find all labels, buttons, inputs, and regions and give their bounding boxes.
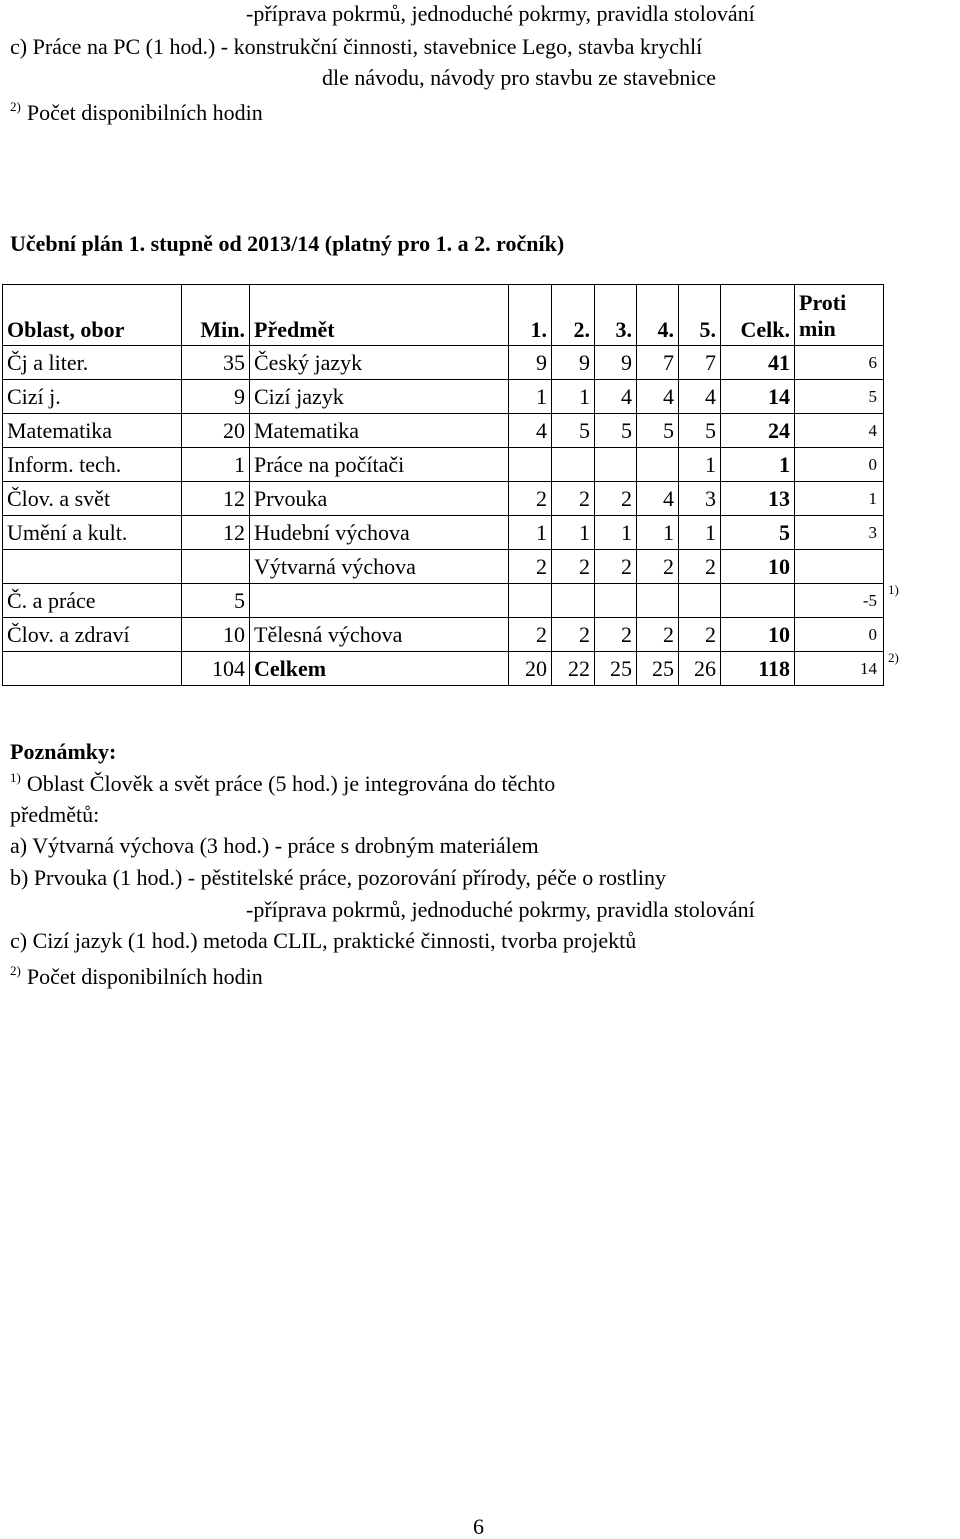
cell-g4: 25 <box>637 652 679 686</box>
cell-g5: 7 <box>679 346 721 380</box>
cell-g4: 1 <box>637 516 679 550</box>
header-proti-min <box>795 285 884 346</box>
cell-oblast: Umění a kult. <box>3 516 182 550</box>
cell-g3: 25 <box>595 652 637 686</box>
cell-oblast <box>3 550 182 584</box>
cell-min: 5 <box>182 584 250 618</box>
note-a: a) Výtvarná výchova (3 hod.) - práce s drobným materiálem <box>10 833 539 858</box>
cell-min <box>182 550 250 584</box>
cell-predmet: Český jazyk <box>250 346 509 380</box>
cell-g3: 4 <box>595 380 637 414</box>
cell-g4: 4 <box>637 380 679 414</box>
cell-celk: 1 <box>721 448 795 482</box>
footnote-marker: 1) <box>10 770 21 785</box>
cell-g1: 1 <box>509 380 552 414</box>
cell-predmet: Matematika <box>250 414 509 448</box>
table-row <box>3 618 884 652</box>
cell-g3: 2 <box>595 618 637 652</box>
note-1 <box>10 770 556 796</box>
cell-proti: 14 <box>795 652 884 686</box>
cell-g3: 2 <box>595 482 637 516</box>
row-footnote-marker: 2) <box>888 649 899 665</box>
header-predmet: Předmět <box>250 285 509 346</box>
cell-oblast: Člov. a zdraví <box>3 618 182 652</box>
cell-proti: 0 <box>795 448 884 482</box>
cell-g1: 9 <box>509 346 552 380</box>
note-b-line-2: -příprava pokrmů, jednoduché pokrmy, pravidla stolování <box>246 897 755 922</box>
table-row <box>3 346 884 380</box>
cell-proti: -5 <box>795 584 884 618</box>
cell-g5: 4 <box>679 380 721 414</box>
top-note-2-text: Počet disponibilních hodin <box>26 100 263 125</box>
cell-oblast <box>3 652 182 686</box>
header-grade-3: 3. <box>595 285 637 346</box>
cell-predmet: Prvouka <box>250 482 509 516</box>
cell-proti: 3 <box>795 516 884 550</box>
cell-g1: 20 <box>509 652 552 686</box>
header-proti-line2: min <box>799 315 836 341</box>
cell-g2: 1 <box>552 380 595 414</box>
cell-predmet: Práce na počítači <box>250 448 509 482</box>
cell-min: 12 <box>182 516 250 550</box>
cell-g5: 5 <box>679 414 721 448</box>
cell-predmet <box>250 584 509 618</box>
cell-g5: 1 <box>679 448 721 482</box>
cell-oblast: Inform. tech. <box>3 448 182 482</box>
cell-oblast: Čj a liter. <box>3 346 182 380</box>
cell-g1: 1 <box>509 516 552 550</box>
notes-heading: Poznámky: <box>10 739 117 764</box>
top-note-2 <box>10 99 263 125</box>
cell-g5: 3 <box>679 482 721 516</box>
cell-g2: 2 <box>552 618 595 652</box>
table-row <box>3 584 884 618</box>
cell-g5: 26 <box>679 652 721 686</box>
header-grade-5: 5. <box>679 285 721 346</box>
cell-proti: 4 <box>795 414 884 448</box>
note-2-text: Počet disponibilních hodin <box>26 964 263 989</box>
note-b: b) Prvouka (1 hod.) - pěstitelské práce, pozorování přírody, péče o rostliny <box>10 865 666 890</box>
cell-celk <box>721 584 795 618</box>
cell-celk: 5 <box>721 516 795 550</box>
cell-g2: 2 <box>552 482 595 516</box>
cell-min: 10 <box>182 618 250 652</box>
cell-g4: 4 <box>637 482 679 516</box>
cell-g2: 1 <box>552 516 595 550</box>
note-2 <box>10 963 263 989</box>
cell-g1: 2 <box>509 618 552 652</box>
plan-title: Učební plán 1. stupně od 2013/14 (platný pro 1. a 2. ročník) <box>10 231 565 256</box>
header-proti-line1: Proti <box>799 290 847 316</box>
header-grade-4: 4. <box>637 285 679 346</box>
cell-celk: 10 <box>721 618 795 652</box>
cell-g2: 5 <box>552 414 595 448</box>
cell-g2: 9 <box>552 346 595 380</box>
cell-min: 12 <box>182 482 250 516</box>
header-grade-1: 1. <box>509 285 552 346</box>
cell-g4 <box>637 584 679 618</box>
curriculum-table <box>2 284 884 686</box>
note-1-line-2: předmětů: <box>10 802 100 827</box>
cell-g3: 5 <box>595 414 637 448</box>
cell-proti: 0 <box>795 618 884 652</box>
cell-predmet: Hudební výchova <box>250 516 509 550</box>
cell-celk: 14 <box>721 380 795 414</box>
cell-g2 <box>552 448 595 482</box>
cell-celk: 10 <box>721 550 795 584</box>
header-grade-2: 2. <box>552 285 595 346</box>
table-header-row <box>3 285 884 346</box>
cell-min: 35 <box>182 346 250 380</box>
table-row <box>3 448 884 482</box>
cell-g3: 1 <box>595 516 637 550</box>
cell-g5: 1 <box>679 516 721 550</box>
table-row <box>3 482 884 516</box>
cell-oblast: Cizí j. <box>3 380 182 414</box>
cell-min: 20 <box>182 414 250 448</box>
cell-g5: 2 <box>679 618 721 652</box>
cell-g1: 4 <box>509 414 552 448</box>
table-row <box>3 380 884 414</box>
cell-celk: 41 <box>721 346 795 380</box>
cell-predmet: Výtvarná výchova <box>250 550 509 584</box>
cell-proti: 6 <box>795 346 884 380</box>
note-c: c) Cizí jazyk (1 hod.) metoda CLIL, praktické činnosti, tvorba projektů <box>10 928 637 953</box>
header-oblast: Oblast, obor <box>3 285 182 346</box>
cell-g4: 7 <box>637 346 679 380</box>
cell-g3 <box>595 448 637 482</box>
cell-min: 1 <box>182 448 250 482</box>
cell-proti: 1 <box>795 482 884 516</box>
table-row <box>3 652 884 686</box>
page-number: 6 <box>473 1514 484 1539</box>
cell-celk: 118 <box>721 652 795 686</box>
top-line-2: c) Práce na PC (1 hod.) - konstrukční činnosti, stavebnice Lego, stavba krychlí <box>10 34 703 59</box>
cell-predmet: Cizí jazyk <box>250 380 509 414</box>
cell-min: 104 <box>182 652 250 686</box>
cell-g2: 2 <box>552 550 595 584</box>
table-row <box>3 516 884 550</box>
cell-g2 <box>552 584 595 618</box>
cell-celk: 13 <box>721 482 795 516</box>
cell-celk: 24 <box>721 414 795 448</box>
table-row <box>3 414 884 448</box>
table-row <box>3 550 884 584</box>
top-line-1: -příprava pokrmů, jednoduché pokrmy, pravidla stolování <box>246 1 755 26</box>
cell-g4: 2 <box>637 550 679 584</box>
cell-g5 <box>679 584 721 618</box>
cell-g3: 9 <box>595 346 637 380</box>
cell-predmet: Tělesná výchova <box>250 618 509 652</box>
note-1-text: Oblast Člověk a svět práce (5 hod.) je integrována do těchto <box>26 771 556 796</box>
cell-g1 <box>509 584 552 618</box>
cell-g2: 22 <box>552 652 595 686</box>
cell-oblast: Č. a práce <box>3 584 182 618</box>
footnote-marker: 2) <box>10 99 21 114</box>
footnote-marker: 2) <box>10 963 21 978</box>
cell-g1: 2 <box>509 482 552 516</box>
cell-g4 <box>637 448 679 482</box>
cell-predmet: Celkem <box>250 652 509 686</box>
cell-g3 <box>595 584 637 618</box>
cell-g5: 2 <box>679 550 721 584</box>
header-min: Min. <box>182 285 250 346</box>
cell-oblast: Člov. a svět <box>3 482 182 516</box>
top-line-3: dle návodu, návody pro stavbu ze stavebnice <box>322 65 717 90</box>
cell-min: 9 <box>182 380 250 414</box>
cell-g3: 2 <box>595 550 637 584</box>
cell-oblast: Matematika <box>3 414 182 448</box>
cell-proti <box>795 550 884 584</box>
cell-g4: 5 <box>637 414 679 448</box>
cell-g1: 2 <box>509 550 552 584</box>
cell-proti: 5 <box>795 380 884 414</box>
header-celk: Celk. <box>721 285 795 346</box>
cell-g1 <box>509 448 552 482</box>
cell-g4: 2 <box>637 618 679 652</box>
row-footnote-marker: 1) <box>888 581 899 597</box>
